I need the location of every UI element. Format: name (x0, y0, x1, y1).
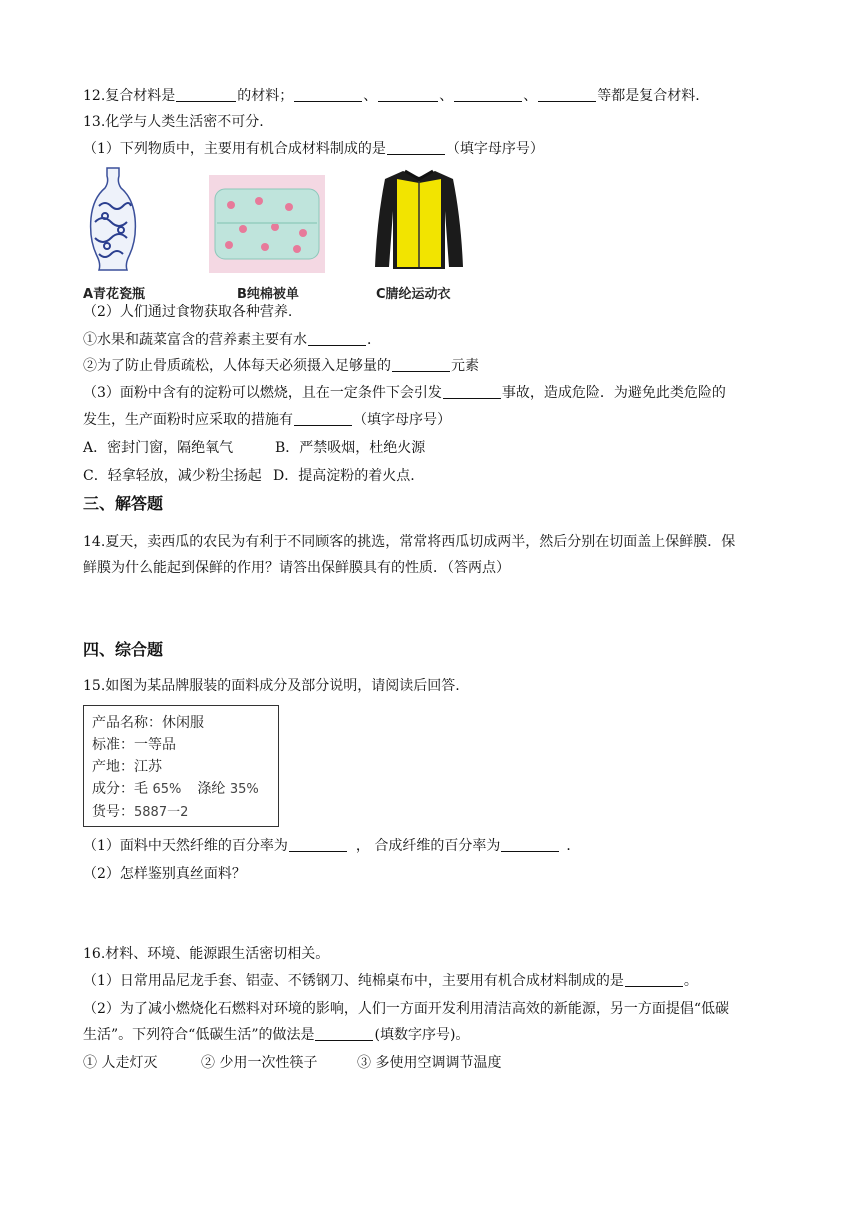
image-caption-b: B纯棉被单 (237, 287, 299, 302)
q12-mid: 的材料； (237, 88, 294, 104)
q15-part1 (83, 836, 580, 856)
answer-blank[interactable] (538, 87, 596, 102)
q12-suffix: 等都是复合材料. (597, 88, 700, 104)
q14-line2: 鲜膜为什么能起到保鲜的作用？请答出保鲜膜具有的性质．（答两点） (83, 560, 510, 576)
q13-part3 (83, 383, 726, 403)
q14-line1: 14.夏天，卖西瓜的农民为有利于不同顾客的挑选，常常将西瓜切成两半，然后分别在切面盖上保鲜膜．保 (83, 534, 736, 550)
q13-part2: （2）人们通过食物获取各种营养. (83, 304, 293, 320)
label-product-name: 产品名称：休闲服 (92, 715, 204, 731)
q15-part1-text: （1）面料中天然纤维的百分率为 (83, 838, 288, 854)
answer-blank[interactable] (443, 384, 501, 399)
label-poly: 涤纶 (197, 781, 230, 797)
q16-part2-hint: (填数字序号)。 (374, 1027, 470, 1043)
answer-blank[interactable] (176, 87, 236, 102)
answer-blank[interactable] (392, 357, 450, 372)
q12-line (83, 86, 700, 106)
q16-part1-text: （1）日常用品尼龙手套、铝壶、不锈钢刀、纯棉桌布中，主要用有机合成材料制成的是 (83, 973, 624, 989)
q13-part3-hint: （填字母序号） (353, 412, 451, 428)
q16-option-1: ① 人走灯灭 (83, 1055, 158, 1071)
q16-option-3: ③ 多使用空调调节温度 (357, 1055, 502, 1071)
q13-part3-tail: 事故，造成危险．为避免此类危险的 (501, 385, 726, 401)
separator: 、 (523, 88, 538, 104)
answer-blank[interactable] (308, 331, 366, 346)
option-a: A．密封门窗，隔绝氧气 (83, 440, 234, 456)
label-standard: 标准：一等品 (92, 737, 176, 753)
separator: 、 (439, 88, 454, 104)
q16-stem: 16.材料、环境、能源跟生活密切相关。 (83, 946, 330, 962)
label-composition (92, 778, 270, 801)
q13-part2b (83, 356, 479, 376)
label-code (92, 801, 270, 824)
jacket-image (373, 167, 465, 273)
q12-prefix: 12.复合材料是 (83, 88, 176, 104)
q16-part2-text: 生活”。下列符合“低碳生活”的做法是 (83, 1027, 315, 1043)
wool-percent: 65% (152, 782, 182, 797)
q15-part1-mid: ， 合成纤维的百分率为 (355, 838, 501, 854)
q15-part2: （2）怎样鉴别真丝面料？ (83, 866, 246, 882)
section-heading-4: 四、综合题 (83, 640, 164, 659)
answer-blank[interactable] (315, 1026, 373, 1041)
answer-blank[interactable] (294, 87, 362, 102)
q13-part3-line2-text: 发生，生产面粉时应采取的措施有 (83, 412, 293, 428)
label-comp-prefix: 成分：毛 (92, 781, 153, 797)
punctuation: ． (367, 332, 381, 348)
option-c: C．轻拿轻放，减少粉尘扬起 (83, 468, 262, 484)
q16-option-2: ② 少用一次性筷子 (201, 1055, 318, 1071)
q13-part2a-text: ①水果和蔬菜富含的营养素主要有水 (83, 332, 307, 348)
q13-part2b-text: ②为了防止骨质疏松，人体每天必须摄入足够量的 (83, 358, 391, 374)
q15-stem: 15.如图为某品牌服装的面料成分及部分说明，请阅读后回答. (83, 678, 460, 694)
section-heading-3: 三、解答题 (83, 494, 164, 513)
separator: 、 (363, 88, 378, 104)
answer-blank[interactable] (294, 411, 352, 426)
option-b: B．严禁吸烟，杜绝火源 (275, 440, 426, 456)
image-caption-a: A青花瓷瓶 (83, 287, 146, 302)
q13-part2a (83, 330, 381, 350)
punctuation: ． (566, 838, 581, 854)
clothing-label-image (83, 705, 279, 827)
label-code-prefix: 货号： (92, 804, 134, 820)
poly-percent: 35% (229, 782, 259, 797)
label-code-value: 5887一2 (134, 805, 189, 820)
q13-part3-text: （3）面粉中含有的淀粉可以燃烧，且在一定条件下会引发 (83, 385, 442, 401)
answer-blank[interactable] (501, 837, 559, 852)
punctuation: 。 (683, 973, 698, 989)
vase-image (85, 166, 141, 274)
quilt-image (209, 175, 325, 273)
q16-part1 (83, 971, 698, 991)
answer-blank[interactable] (289, 837, 347, 852)
image-caption-c: C腈纶运动衣 (376, 287, 451, 302)
q13-stem: 13.化学与人类生活密不可分. (83, 114, 264, 130)
q13-part1 (83, 139, 544, 159)
option-d: D．提高淀粉的着火点. (273, 468, 415, 484)
answer-blank[interactable] (625, 972, 683, 987)
q13-part2b-tail: 元素 (451, 358, 479, 374)
label-origin: 产地：江苏 (92, 759, 162, 775)
q13-part1-text: （1）下列物质中，主要用有机合成材料制成的是 (83, 141, 386, 157)
q16-part2-line2 (83, 1025, 469, 1045)
q13-part1-hint: （填字母序号） (445, 141, 544, 157)
q13-part3-line2 (83, 410, 451, 430)
answer-blank[interactable] (387, 140, 445, 155)
answer-blank[interactable] (454, 87, 522, 102)
q16-part2-line1: （2）为了减小燃烧化石燃料对环境的影响，人们一方面开发利用清洁高效的新能源，另一方面提倡“低碳 (83, 1001, 730, 1017)
answer-blank[interactable] (378, 87, 438, 102)
